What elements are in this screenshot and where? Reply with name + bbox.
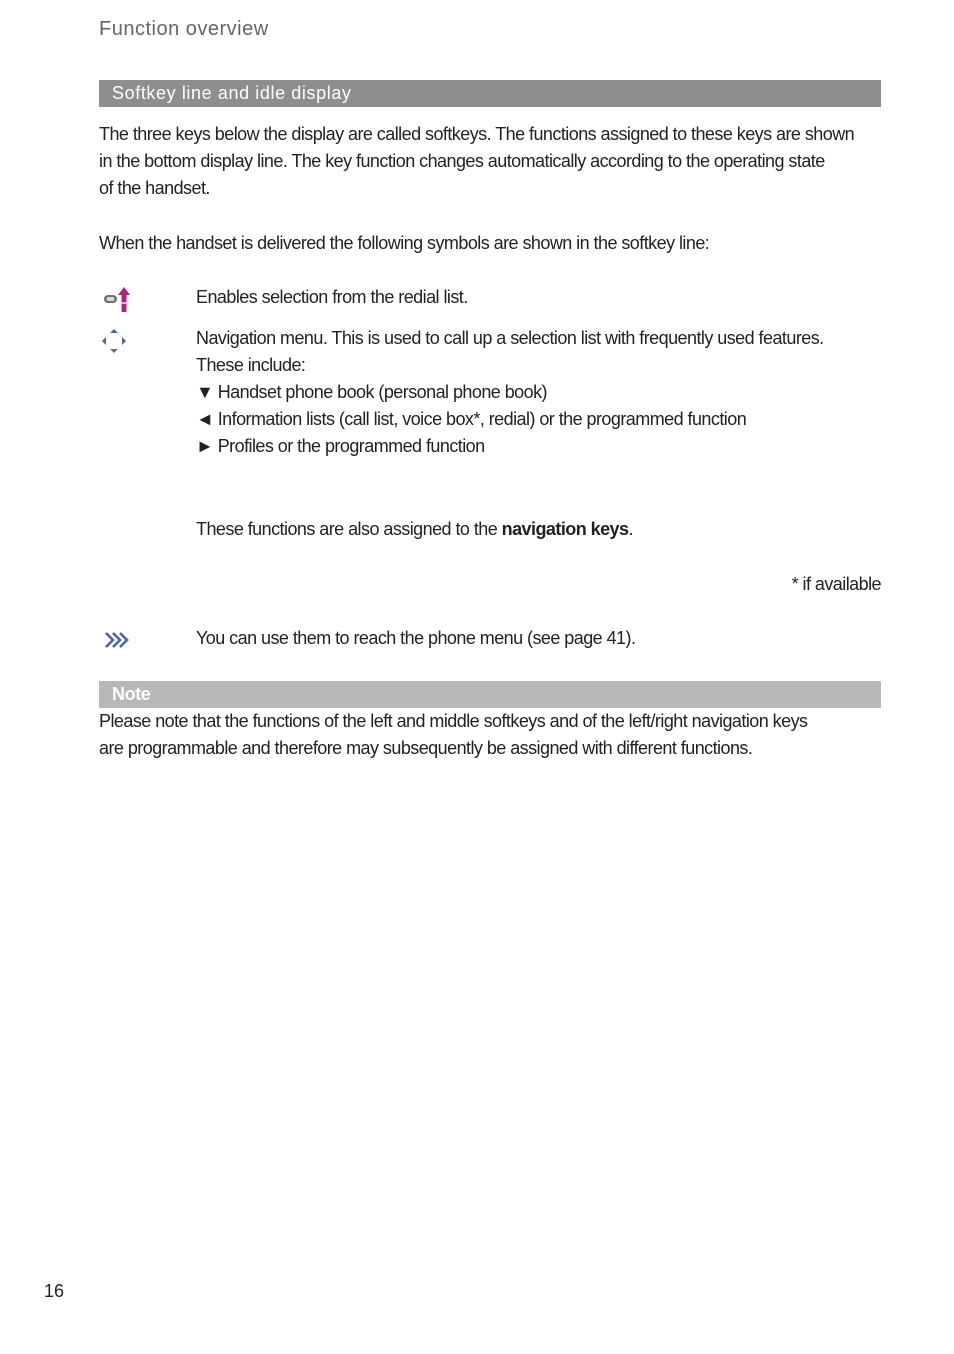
menu-description: You can use them to reach the phone menu (see page 41).: [196, 628, 636, 648]
nav-list-item-info-lists: ◄ Information lists (call list, voice box*, redial) or the programmed function: [196, 409, 747, 429]
menu-arrows-icon: [103, 626, 133, 656]
section-heading-bar: [99, 80, 881, 107]
note-heading: Note: [112, 684, 151, 704]
intro-line: in the bottom display line. The key function changes automatically according to the operating state: [99, 151, 825, 171]
page-header: Function overview: [99, 18, 269, 40]
footnote: * if available: [791, 574, 881, 594]
nav-line: These include:: [196, 355, 306, 375]
nav-line: Navigation menu. This is used to call up a selection list with frequently used features.: [196, 328, 824, 348]
note-line: Please note that the functions of the left and middle softkeys and of the left/right navigation keys: [99, 711, 808, 731]
page-number: 16: [44, 1281, 65, 1301]
redial-icon: [102, 285, 132, 315]
navigation-menu-icon: [99, 326, 129, 356]
nav-list-item-phonebook: ▼ Handset phone book (personal phone book): [196, 382, 547, 402]
intro-line: The three keys below the display are called softkeys. The functions assigned to these keys are shown: [99, 124, 855, 144]
section-heading: Softkey line and idle display: [112, 83, 352, 103]
navigation-keys-term: navigation keys: [501, 519, 629, 539]
delivered-paragraph: When the handset is delivered the following symbols are shown in the softkey line:: [99, 233, 710, 253]
redial-description: Enables selection from the redial list.: [196, 287, 468, 307]
intro-paragraph: [99, 121, 854, 202]
assigned-suffix: .: [628, 519, 633, 539]
assigned-prefix: These functions are also assigned to the: [196, 519, 502, 539]
intro-line: of the handset.: [99, 178, 210, 198]
nav-list-item-profiles: ► Profiles or the programmed function: [196, 436, 485, 456]
navigation-keys-note: [196, 516, 633, 543]
navigation-menu-description: [196, 325, 824, 460]
note-line: are programmable and therefore may subsequently be assigned with different functions.: [99, 738, 753, 758]
note-heading-bar: [99, 681, 881, 708]
note-paragraph: [99, 708, 807, 762]
